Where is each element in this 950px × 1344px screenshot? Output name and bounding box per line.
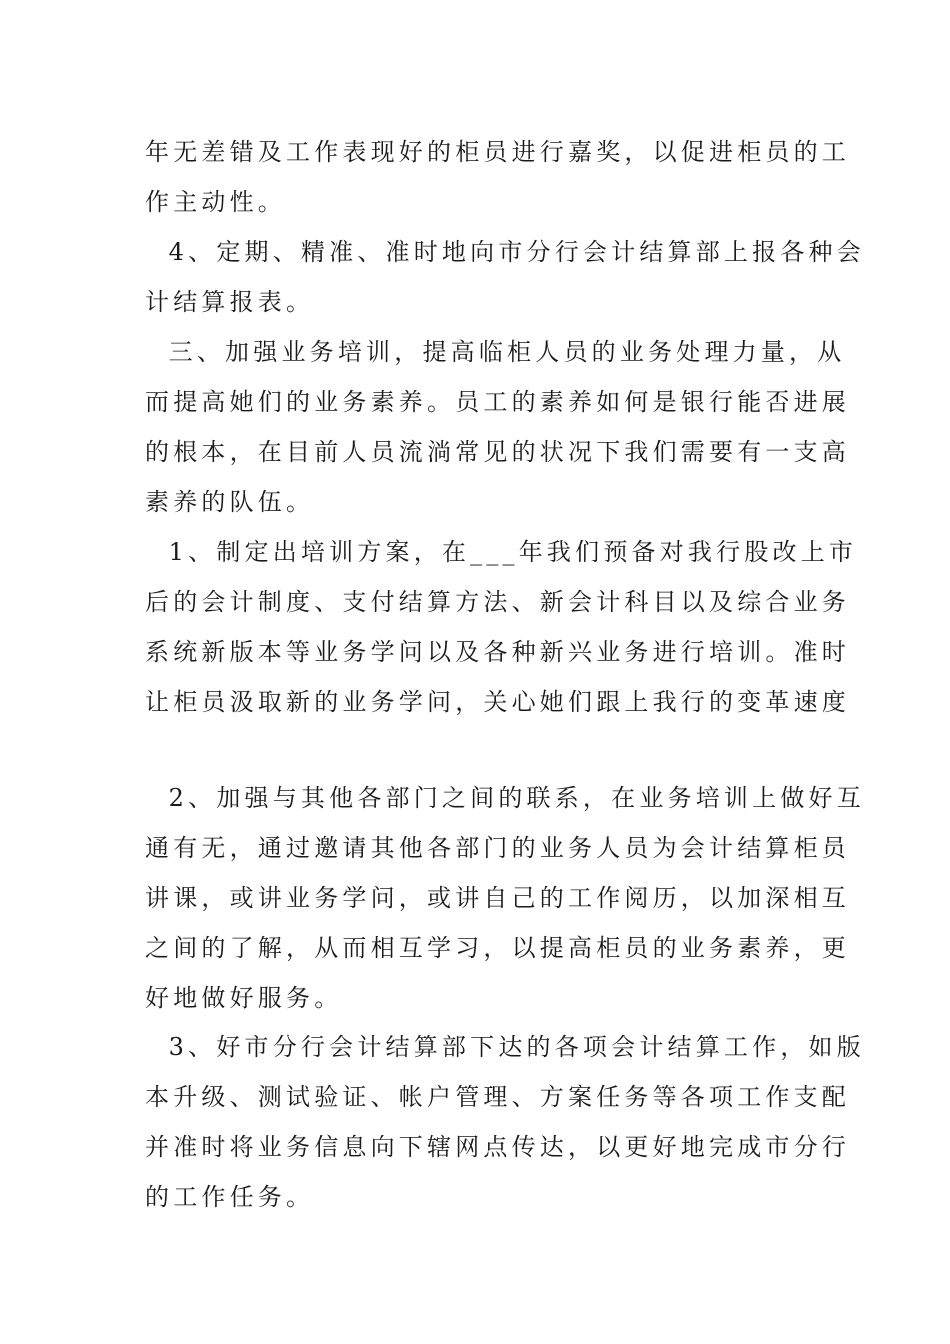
paragraph-6 <box>145 1022 865 1222</box>
paragraph-1 <box>145 127 850 227</box>
text-line: 并准时将业务信息向下辖网点传达，以更好地完成市分行 <box>145 1133 850 1161</box>
paragraph-2 <box>145 227 865 327</box>
text-line: 的根本，在目前人员流淌常见的状况下我们需要有一支高 <box>145 438 850 466</box>
paragraph-4 <box>145 527 858 727</box>
text-line: 让柜员汲取新的业务学问，关心她们跟上我行的变革速度 <box>145 688 850 716</box>
text-line: 后的会计制度、支付结算方法、新会计科目以及综合业务 <box>145 588 850 616</box>
text-line: 计结算报表。 <box>145 288 315 316</box>
text-line: 而提高她们的业务素养。员工的素养如何是银行能否进展 <box>145 388 850 416</box>
text-line: 之间的了解，从而相互学习，以提高柜员的业务素养，更 <box>145 934 850 962</box>
text-line: 好地做好服务。 <box>145 984 343 1012</box>
text-line: 1、制定出培训方案，在___年我们预备对我行股改上市 <box>145 538 858 566</box>
text-line: 本升级、测试验证、帐户管理、方案任务等各项工作支配 <box>145 1083 850 1111</box>
text-line: 三、加强业务培训，提高临柜人员的业务处理力量，从 <box>145 338 846 366</box>
text-line: 素养的队伍。 <box>145 488 315 516</box>
paragraph-3 <box>145 327 850 527</box>
text-line: 作主动性。 <box>145 188 286 216</box>
text-line: 讲课，或讲业务学问，或讲自己的工作阅历，以加深相互 <box>145 884 850 912</box>
text-line: 3、好市分行会计结算部下达的各项会计结算工作，如版 <box>145 1033 865 1061</box>
text-line: 年无差错及工作表现好的柜员进行嘉奖，以促进柜员的工 <box>145 138 850 166</box>
paragraph-5 <box>145 773 865 1023</box>
text-line: 通有无，通过邀请其他各部门的业务人员为会计结算柜员 <box>145 834 850 862</box>
text-line: 4、定期、精准、准时地向市分行会计结算部上报各种会 <box>145 238 865 266</box>
text-line: 2、加强与其他各部门之间的联系，在业务培训上做好互 <box>145 784 865 812</box>
text-line: 的工作任务。 <box>145 1183 315 1211</box>
text-line: 系统新版本等业务学问以及各种新兴业务进行培训。准时 <box>145 638 850 666</box>
